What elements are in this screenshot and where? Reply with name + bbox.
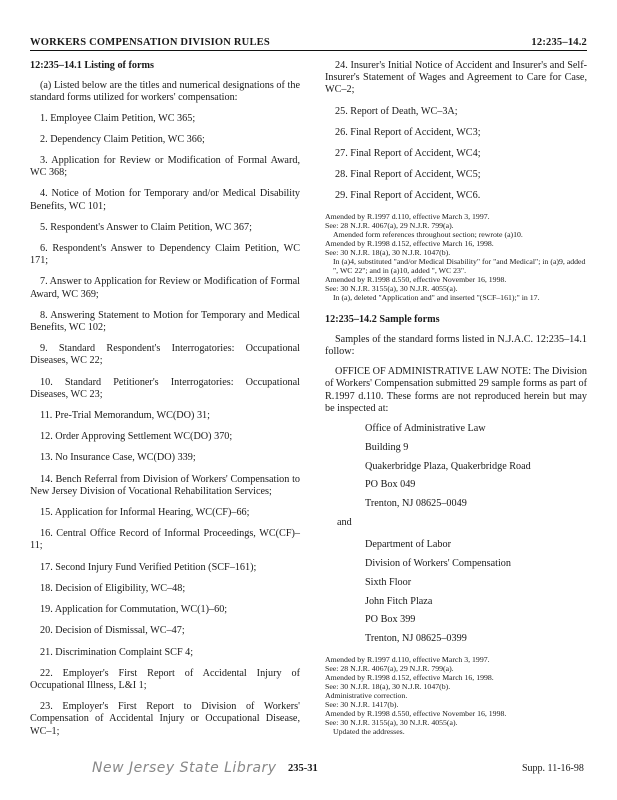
note-line: Amended by R.1998 d.550, effective November 16, 1998. <box>325 709 507 719</box>
section-heading-14-2: 12:235–14.2 Sample forms <box>325 313 440 325</box>
address-line: Trenton, NJ 08625–0049 <box>365 498 467 510</box>
form-list-item: 18. Decision of Eligibility, WC–48; <box>40 582 186 594</box>
form-list-item: 12. Order Approving Settlement WC(DO) 370; <box>40 431 233 443</box>
form-list-item: 22. Employer's First Report of Accidental Injury of Occupational Illness, L&I 1; <box>30 667 300 691</box>
form-list-item: 28. Final Report of Accident, WC5; <box>335 169 481 181</box>
note-line: Amended by R.1998 d.152, effective March 16, 1998. <box>325 673 494 683</box>
form-list-item: 21. Discrimination Complaint SCF 4; <box>40 646 194 658</box>
running-header <box>30 34 587 51</box>
form-list-item: 11. Pre-Trial Memorandum, WC(DO) 31; <box>40 410 210 422</box>
address-line: Building 9 <box>365 441 409 453</box>
section-14-2-intro: Samples of the standard forms listed in N.J.A.C. 12:235–14.1 follow: <box>325 333 587 358</box>
form-list-item: 9. Standard Respondent's Interrogatories: Occupational Diseases, WC 22; <box>30 343 300 367</box>
amendment-notes-14-2 <box>325 655 587 736</box>
address-line: PO Box 399 <box>365 614 416 626</box>
form-list-item: 4. Notice of Motion for Temporary and/or Medical Disability Benefits, WC 101; <box>30 188 300 212</box>
form-list-item: 5. Respondent's Answer to Claim Petition, WC 367; <box>40 221 252 233</box>
note-line: Amended by R.1997 d.110, effective March 3, 1997. <box>325 655 490 665</box>
form-list-item: 23. Employer's First Report to Division of Workers' Compensation of Accidental Injury or Occupational Disease, WC–1; <box>30 701 300 737</box>
note-line: See: 30 N.J.R. 18(a), 30 N.J.R. 1047(b). <box>325 682 451 692</box>
header-section-ref: 12:235–14.2 <box>531 37 587 48</box>
note-line: Administrative correction. <box>325 691 408 701</box>
note-line: See: 30 N.J.R. 1417(b). <box>325 700 399 710</box>
form-list-item: 1. Employee Claim Petition, WC 365; <box>40 112 196 124</box>
form-list-item: 19. Application for Commutation, WC(1)–60; <box>40 604 228 616</box>
amendment-notes-14-1 <box>325 212 587 302</box>
form-list-item: 3. Application for Review or Modification of Formal Award, WC 368; <box>30 155 300 179</box>
section-14-1-intro: (a) Listed below are the titles and numerical designations of the standard forms utilized for workers' compensation: <box>30 80 300 104</box>
note-line: In (a), deleted "Application and" and inserted "(SCF–161);" in 17. <box>333 292 540 302</box>
and-connector: and <box>337 517 352 529</box>
form-list-item: 8. Answering Statement to Motion for Temporary and Medical Benefits, WC 102; <box>30 309 300 334</box>
address-dol <box>365 539 587 645</box>
form-list-item: 27. Final Report of Accident, WC4; <box>335 148 481 160</box>
form-list-item: 10. Standard Petitioner's Interrogatories: Occupational Diseases, WC 23; <box>30 376 300 400</box>
address-line: Quakerbridge Plaza, Quakerbridge Road <box>365 460 531 472</box>
address-line: Trenton, NJ 08625–0399 <box>365 633 467 645</box>
left-column <box>30 60 300 747</box>
page-number: 235-31 <box>288 763 318 774</box>
note-line: Amended form references throughout section; rewrote (a)10. <box>333 229 523 239</box>
note-line: See: 30 N.J.R. 3155(a), 30 N.J.R. 4055(a). <box>325 283 458 293</box>
note-line: See: 28 N.J.R. 4067(a), 29 N.J.R. 799(a). <box>325 664 454 674</box>
note-line: See: 30 N.J.R. 3155(a), 30 N.J.R. 4055(a). <box>325 718 458 728</box>
page-footer <box>0 760 617 784</box>
form-list-item: 24. Insurer's Initial Notice of Accident and Insurer's and Self-Insurer's Statement of Wages and Agreement to Care for Case, WC–2; <box>325 60 587 96</box>
form-list-item: 7. Answer to Application for Review or Modification of Formal Award, WC 369; <box>30 276 300 300</box>
address-line: Department of Labor <box>365 539 451 551</box>
note-line: Amended by R.1997 d.110, effective March 3, 1997. <box>325 211 490 221</box>
form-list-item: 6. Respondent's Answer to Dependency Claim Petition, WC 171; <box>30 243 300 267</box>
form-list-item: 14. Bench Referral from Division of Workers' Compensation to New Jersey Division of Vocational Rehabilitation Services; <box>30 473 300 497</box>
note-line: Updated the addresses. <box>333 727 405 737</box>
note-line: See: 28 N.J.R. 4067(a), 29 N.J.R. 799(a). <box>325 220 454 230</box>
form-list-item: 2. Dependency Claim Petition, WC 366; <box>40 133 205 145</box>
form-list-item: 16. Central Office Record of Informal Proceedings, WC(CF)–11; <box>30 528 300 552</box>
address-line: Division of Workers' Compensation <box>365 558 511 570</box>
section-heading-14-1: 12:235–14.1 Listing of forms <box>30 60 154 71</box>
form-list-item: 29. Final Report of Accident, WC6. <box>335 190 481 202</box>
note-line: See: 30 N.J.R. 18(a), 30 N.J.R. 1047(b). <box>325 247 451 257</box>
form-list-item: 17. Second Injury Fund Verified Petition (SCF–161); <box>40 561 257 573</box>
form-list-item: 26. Final Report of Accident, WC3; <box>335 126 481 138</box>
note-line: Amended by R.1998 d.550, effective November 16, 1998. <box>325 274 507 284</box>
form-list-item: 15. Application for Informal Hearing, WC(CF)–66; <box>40 507 250 519</box>
right-column <box>325 60 587 748</box>
note-line: In (a)4, substituted "and/or Medical Disability" for "and Medical"; in (a)9, added ", WC 22"; and in (a)10, added ", WC 23". <box>333 256 586 275</box>
note-line: Amended by R.1998 d.152, effective March 16, 1998. <box>325 238 494 248</box>
library-watermark-logo: New Jersey State Library <box>92 760 277 776</box>
header-title: WORKERS COMPENSATION DIVISION RULES <box>30 37 270 48</box>
address-line: Sixth Floor <box>365 576 412 588</box>
address-line: PO Box 049 <box>365 479 416 491</box>
address-line: Office of Administrative Law <box>365 423 486 435</box>
form-list-item: 13. No Insurance Case, WC(DO) 339; <box>40 452 196 464</box>
supplement-date: Supp. 11-16-98 <box>522 763 584 774</box>
form-list-item: 20. Decision of Dismissal, WC–47; <box>40 625 185 637</box>
olal-note: OFFICE OF ADMINISTRATIVE LAW NOTE: The Division of Workers' Compensation submitted 29 sample forms as part of R.1997 d.110. These forms are not reproduced herein but may be inspected at: <box>325 366 587 414</box>
address-oal <box>365 423 587 510</box>
address-line: John Fitch Plaza <box>365 595 433 607</box>
form-list-item: 25. Report of Death, WC–3A; <box>335 105 458 117</box>
